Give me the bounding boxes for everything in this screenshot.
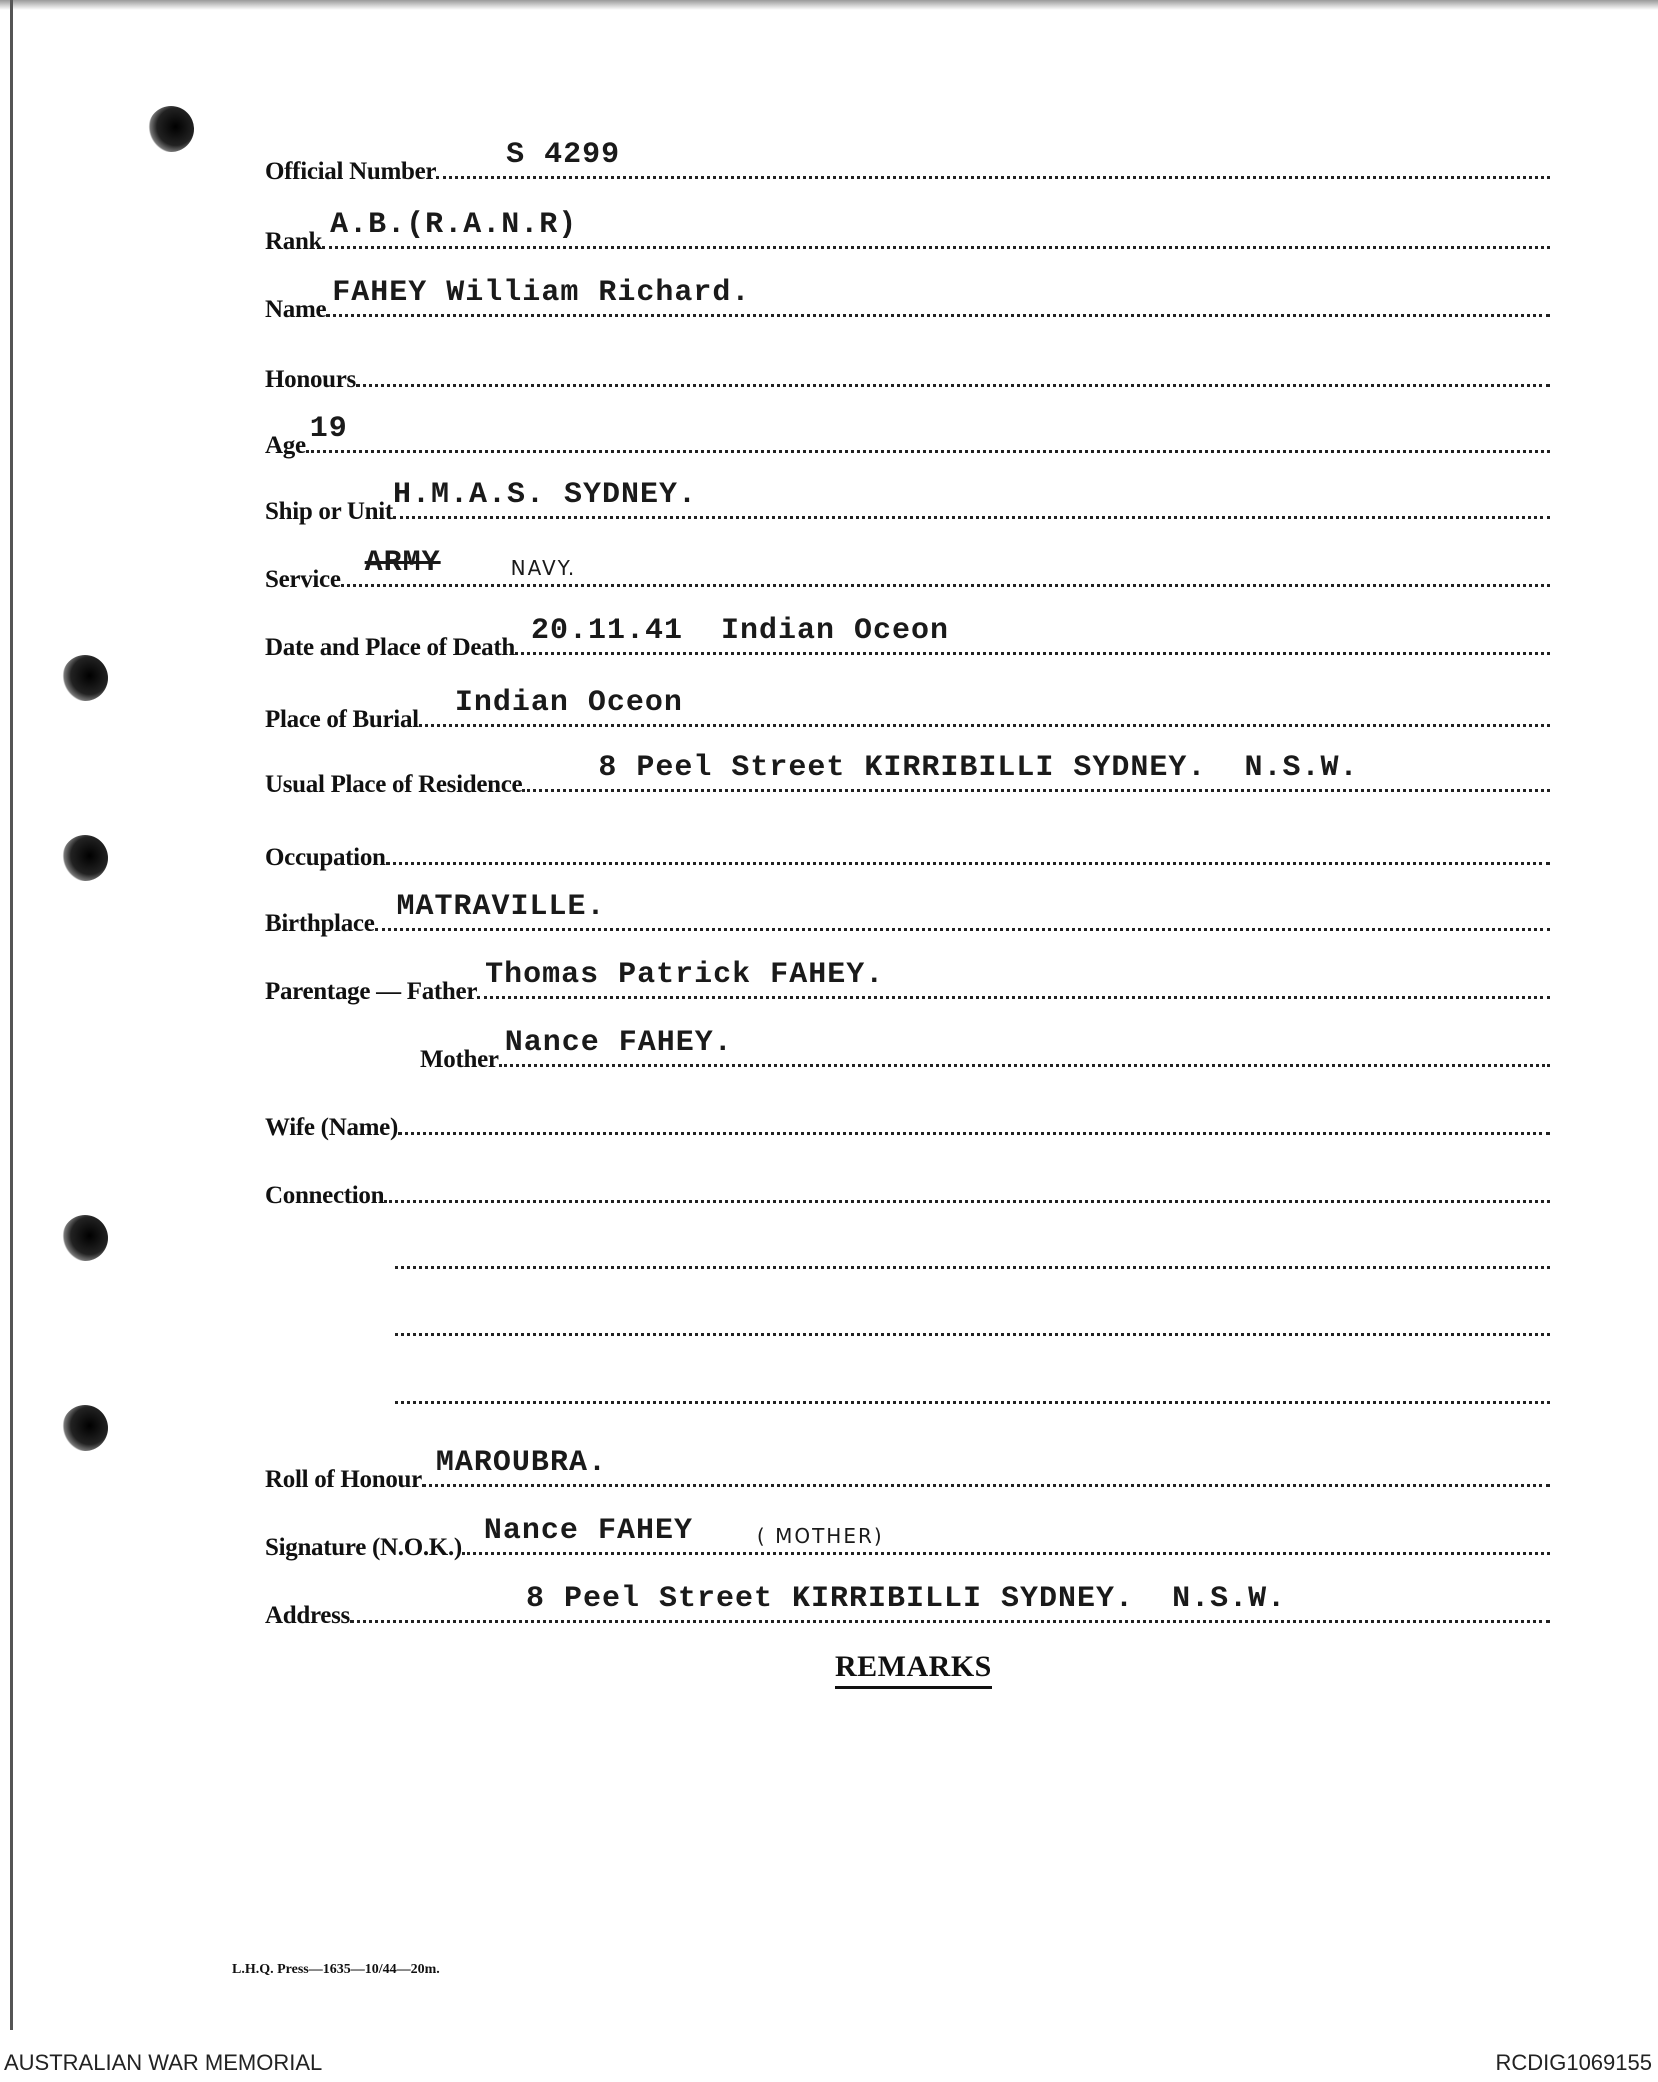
roll-of-honour-value: MAROUBRA. xyxy=(435,1446,607,1480)
ship-or-unit-value: H.M.A.S. SYDNEY. xyxy=(392,478,697,512)
press-mark: L.H.Q. Press—1635—10/44—20m. xyxy=(232,1962,440,1977)
mother-row xyxy=(420,1026,1550,1074)
footer-record-id: RCDIG1069155 xyxy=(1495,2050,1652,2075)
ship-or-unit-row xyxy=(265,478,1550,526)
mother-field xyxy=(499,1026,1550,1067)
scan-top-edge xyxy=(0,0,1658,10)
wife-row xyxy=(265,1108,1550,1142)
address-field xyxy=(350,1582,1550,1623)
father-row xyxy=(265,958,1550,1006)
official-number-row xyxy=(265,138,1550,186)
occupation-label: Occupation xyxy=(265,844,386,871)
signature-note: ( MOTHER) xyxy=(756,1524,884,1548)
residence-value: 8 Peel Street KIRRIBILLI SYDNEY. N.S.W. xyxy=(598,751,1359,785)
honours-label: Honours xyxy=(265,366,356,393)
name-row xyxy=(265,276,1550,324)
rank-value: A.B.(R.A.N.R) xyxy=(330,208,578,242)
rank-field xyxy=(322,208,1550,249)
name-value: FAHEY William Richard. xyxy=(332,276,751,310)
connection-line xyxy=(395,1401,1550,1404)
father-value: Thomas Patrick FAHEY. xyxy=(485,958,885,992)
occupation-field xyxy=(386,838,1550,865)
rank-label: Rank xyxy=(265,228,323,255)
service-label: Service xyxy=(265,566,341,593)
death-field xyxy=(515,614,1550,655)
signature-value: Nance FAHEY xyxy=(483,1514,693,1548)
birthplace-row xyxy=(265,890,1550,938)
remarks-heading: REMARKS xyxy=(835,1650,992,1689)
punch-hole xyxy=(148,106,194,152)
burial-value: Indian Oceon xyxy=(454,686,683,720)
roll-of-honour-row xyxy=(265,1446,1550,1494)
rank-row xyxy=(265,208,1550,256)
official-number-label: Official Number xyxy=(265,158,437,185)
service-struck-value: ARMY xyxy=(364,546,441,580)
ship-or-unit-field xyxy=(392,478,1550,519)
birthplace-value: MATRAVILLE. xyxy=(396,890,606,924)
signature-row xyxy=(265,1514,1550,1562)
connection-label: Connection xyxy=(265,1182,385,1209)
punch-hole xyxy=(62,1405,108,1451)
address-value: 8 Peel Street KIRRIBILLI SYDNEY. N.S.W. xyxy=(525,1582,1287,1616)
service-row xyxy=(265,546,1550,594)
occupation-row xyxy=(265,838,1550,872)
connection-field xyxy=(384,1176,1550,1203)
ship-or-unit-label: Ship or Unit xyxy=(265,498,393,525)
death-value: 20.11.41 Indian Oceon xyxy=(531,614,950,648)
birthplace-field xyxy=(375,890,1551,931)
connection-line xyxy=(395,1333,1550,1336)
roll-of-honour-label: Roll of Honour xyxy=(265,1466,422,1493)
death-row xyxy=(265,614,1550,662)
residence-field xyxy=(522,751,1550,792)
punch-hole xyxy=(62,1215,108,1261)
scan-left-edge xyxy=(10,0,13,2030)
signature-label: Signature (N.O.K.) xyxy=(265,1534,462,1561)
burial-row xyxy=(265,686,1550,734)
roll-of-honour-field xyxy=(422,1446,1550,1487)
birthplace-label: Birthplace xyxy=(265,910,375,937)
honours-row xyxy=(265,360,1550,394)
burial-label: Place of Burial xyxy=(265,706,419,733)
age-field xyxy=(306,412,1550,453)
burial-field xyxy=(419,686,1550,727)
age-label: Age xyxy=(265,432,306,459)
honours-field xyxy=(356,360,1550,387)
residence-row xyxy=(265,751,1550,799)
residence-label: Usual Place of Residence xyxy=(265,771,523,798)
age-row xyxy=(265,412,1550,460)
father-field xyxy=(477,958,1550,999)
service-field xyxy=(341,546,1550,587)
address-label: Address xyxy=(265,1602,350,1629)
wife-field xyxy=(398,1108,1550,1135)
address-row xyxy=(265,1582,1550,1630)
mother-value: Nance FAHEY. xyxy=(504,1026,733,1060)
punch-hole xyxy=(62,655,108,701)
service-value: NAVY. xyxy=(510,556,577,580)
age-value: 19 xyxy=(309,412,348,446)
official-number-value: S 4299 xyxy=(506,138,621,172)
official-number-field xyxy=(436,138,1550,179)
punch-hole xyxy=(62,835,108,881)
connection-line xyxy=(395,1266,1550,1269)
signature-field xyxy=(462,1514,1550,1555)
connection-row xyxy=(265,1176,1550,1210)
father-label: Parentage — Father xyxy=(265,978,478,1005)
death-label: Date and Place of Death xyxy=(265,634,515,661)
name-label: Name xyxy=(265,296,327,323)
name-field xyxy=(326,276,1550,317)
wife-label: Wife (Name) xyxy=(265,1114,398,1141)
footer-archive-name: AUSTRALIAN WAR MEMORIAL xyxy=(4,2050,323,2075)
mother-label: Mother xyxy=(420,1046,499,1073)
